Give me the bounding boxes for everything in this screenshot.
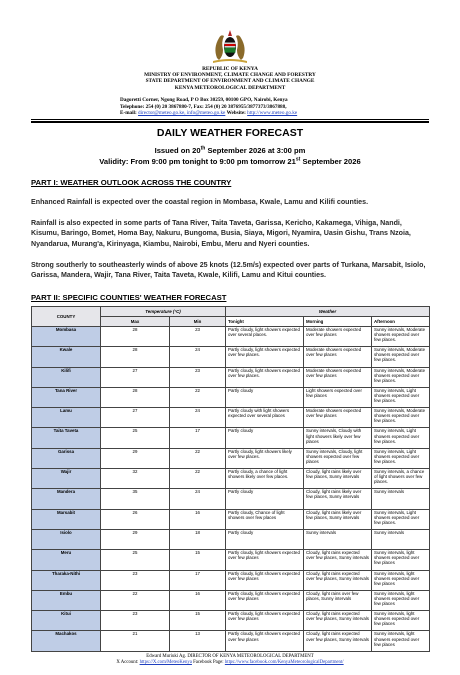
- afternoon-cell: Sunny intervals, light showers expected over few places: [372, 631, 430, 651]
- morning-cell: Cloudy, light rains expected over few places, Sunny intervals: [304, 550, 372, 570]
- morning-cell: Moderate showers expected over few places: [304, 347, 372, 367]
- min-cell: 18: [170, 529, 226, 549]
- morning-cell: Sunny intervals, Cloudy, light showers expected over few places: [304, 448, 372, 468]
- morning-cell: Cloudy, light rains expected over few places, Sunny intervals: [304, 631, 372, 651]
- max-cell: 22: [101, 590, 170, 610]
- table-row: [32, 469, 430, 489]
- tonight-cell: Partly cloudy: [226, 428, 304, 448]
- table-row: [32, 631, 430, 651]
- afternoon-cell: Sunny intervals: [372, 489, 430, 509]
- max-cell: 21: [101, 631, 170, 651]
- county-cell: Marsabit: [32, 509, 101, 529]
- min-cell: 22: [170, 387, 226, 407]
- x-link[interactable]: https://X.com/MeteoKenya: [139, 660, 192, 665]
- county-cell: Tharaka-Nithi: [32, 570, 101, 590]
- table-row: [32, 367, 430, 387]
- max-cell: 25: [101, 428, 170, 448]
- afternoon-cell: Sunny intervals, Light showers expected over few places.: [372, 448, 430, 468]
- tonight-cell: Partly cloudy, light showers expected over few places.: [226, 347, 304, 367]
- min-cell: 15: [170, 611, 226, 631]
- table-row: [32, 509, 430, 529]
- min-cell: 17: [170, 570, 226, 590]
- tonight-cell: Partly cloudy, light showers likely over few places.: [226, 448, 304, 468]
- county-cell: Meru: [32, 550, 101, 570]
- kenya-coat-of-arms-icon: [205, 28, 255, 64]
- tonight-cell: Partly cloudy, light showers expected over few places: [226, 550, 304, 570]
- min-cell: 15: [170, 550, 226, 570]
- letterhead: [0, 66, 460, 91]
- outlook-paragraph: Enhanced Rainfall is expected over the coastal region in Mombasa, Kwale, Lamu and Kilifi counties.: [31, 198, 369, 206]
- divider: [31, 119, 429, 120]
- county-cell: Kwale: [32, 347, 101, 367]
- tonight-cell: Partly cloudy, a chance of light showers likely over few places.: [226, 469, 304, 489]
- email-link[interactable]: director@meteo.go.ke, info@meteo.go.ke: [138, 110, 226, 117]
- min-cell: 22: [170, 448, 226, 468]
- table-row: [32, 590, 430, 610]
- max-cell: 23: [101, 611, 170, 631]
- min-cell: 23: [170, 367, 226, 387]
- county-cell: Embu: [32, 590, 101, 610]
- table-row: [32, 387, 430, 407]
- social-links: [0, 660, 460, 666]
- validity-line: Validity: From 9:00 pm tonight to 9:00 pm tomorrow 21st September 2026: [99, 156, 361, 166]
- max-cell: 32: [101, 469, 170, 489]
- outlook-paragraph: Strong southerly to southeasterly winds of above 25 knots (12.5m/s) expected over parts of Turkana, Marsabit, Isiolo, Garissa, Mandera, Wajir, Tana River, Taita Taveta, Kwale, Kilifi, Lamu and Kitui counties.: [31, 261, 426, 280]
- table-row: [32, 550, 430, 570]
- min-cell: 13: [170, 631, 226, 651]
- min-cell: 24: [170, 347, 226, 367]
- county-cell: Mandera: [32, 489, 101, 509]
- facebook-link[interactable]: https://www.facebook.com/KenyaMeteorologicalDepartment/: [224, 660, 344, 665]
- letterhead-line: REPUBLIC OF KENYA: [202, 66, 258, 72]
- table-row: [32, 529, 430, 549]
- tonight-header: Tonight: [226, 317, 304, 327]
- min-cell: 24: [170, 408, 226, 428]
- table-row: [32, 611, 430, 631]
- letterhead-line: KENYA METEOROLOGICAL DEPARTMENT: [174, 84, 286, 91]
- county-cell: Wajir: [32, 469, 101, 489]
- morning-cell: Cloudy, light rains likely over few places, Sunny intervals: [304, 509, 372, 529]
- max-header: Max: [101, 317, 170, 327]
- email-label: E-mail:: [120, 110, 137, 117]
- morning-cell: Moderate showers expected over few places: [304, 327, 372, 347]
- min-cell: 17: [170, 428, 226, 448]
- tonight-cell: Partly cloudy, light showers expected over few places: [226, 570, 304, 590]
- issued-line: Issued on 20th September 2026 at 3:00 pm: [154, 145, 306, 155]
- part1-heading: PART I: WEATHER OUTLOOK ACROSS THE COUNTRY: [31, 178, 232, 187]
- table-row: [32, 408, 430, 428]
- website-label: Website:: [226, 110, 246, 117]
- temperature-header: Temperature (°C): [101, 307, 226, 317]
- min-header: Min: [170, 317, 226, 327]
- county-cell: Garissa: [32, 448, 101, 468]
- tonight-cell: Partly cloudy: [226, 489, 304, 509]
- afternoon-cell: Sunny intervals, a chance of light showers over few places.: [372, 469, 430, 489]
- morning-cell: Cloudy, light rains over few places, Sunny intervals: [304, 590, 372, 610]
- max-cell: 28: [101, 347, 170, 367]
- max-cell: 27: [101, 408, 170, 428]
- tonight-cell: Partly cloudy, light showers expected over few places.: [226, 367, 304, 387]
- morning-header: Morning: [304, 317, 372, 327]
- afternoon-cell: Sunny intervals: [372, 529, 430, 549]
- county-forecast-table: [31, 306, 430, 652]
- weather-header: Weather: [226, 307, 430, 317]
- county-cell: Kitui: [32, 611, 101, 631]
- max-cell: 25: [101, 550, 170, 570]
- contact-block: [120, 97, 360, 117]
- table-row: [32, 327, 430, 347]
- afternoon-header: Afternoon: [372, 317, 430, 327]
- table-row: [32, 570, 430, 590]
- x-label: X Account:: [116, 660, 139, 665]
- morning-cell: Cloudy, light rains likely over few places, Sunny intervals: [304, 489, 372, 509]
- letterhead-line: MINISTRY OF ENVIRONMENT, CLIMATE CHANGE AND FORESTRY: [144, 72, 316, 79]
- tonight-cell: Partly cloudy: [226, 387, 304, 407]
- morning-cell: Cloudy, light rains likely over few places, Sunny intervals: [304, 469, 372, 489]
- divider: [31, 121, 429, 123]
- county-cell: Tana River: [32, 387, 101, 407]
- max-cell: 29: [101, 529, 170, 549]
- page-title: DAILY WEATHER FORECAST: [156, 127, 304, 139]
- morning-cell: Moderate showers expected over few places: [304, 408, 372, 428]
- county-cell: Taita Taveta: [32, 428, 101, 448]
- min-cell: 16: [170, 509, 226, 529]
- max-cell: 28: [101, 327, 170, 347]
- min-cell: 23: [170, 327, 226, 347]
- morning-cell: Light showers expected over few places: [304, 387, 372, 407]
- max-cell: 26: [101, 509, 170, 529]
- county-cell: Mombasa: [32, 327, 101, 347]
- table-row: [32, 448, 430, 468]
- tonight-cell: Partly cloudy with light showers expected over several places: [226, 408, 304, 428]
- min-cell: 16: [170, 590, 226, 610]
- tonight-cell: Partly cloudy, light showers expected over few places: [226, 631, 304, 651]
- address: Dagoretti Corner, Ngong Road, P O Box 30259, 00100 GPO, Nairobi, Kenya: [120, 97, 288, 103]
- county-cell: Isiolo: [32, 529, 101, 549]
- part2-heading: PART II: SPECIFIC COUNTIES' WEATHER FORECAST: [31, 293, 227, 302]
- max-cell: 28: [101, 387, 170, 407]
- table-row: [32, 347, 430, 367]
- min-cell: 22: [170, 469, 226, 489]
- email-line: [120, 110, 360, 117]
- signature: Edward Muriuki Ag. DIRECTOR OF KENYA METEOROLOGICAL DEPARTMENT: [146, 654, 314, 659]
- letterhead-line: STATE DEPARTMENT OF ENVIRONMENT AND CLIMATE CHANGE: [145, 78, 315, 85]
- tonight-cell: Partly cloudy, Chance of light showers over few places: [226, 509, 304, 529]
- afternoon-cell: Sunny intervals, light showers expected over few places: [372, 570, 430, 590]
- max-cell: 27: [101, 367, 170, 387]
- county-cell: Machakos: [32, 631, 101, 651]
- county-cell: Lamu: [32, 408, 101, 428]
- afternoon-cell: Sunny intervals, Light showers expected over few places.: [372, 387, 430, 407]
- afternoon-cell: Sunny intervals, Light showers expected over few places.: [372, 428, 430, 448]
- morning-cell: Sunny intervals: [304, 529, 372, 549]
- table-row: [32, 489, 430, 509]
- morning-cell: Sunny intervals, Cloudy with light showers likely over few places: [304, 428, 372, 448]
- morning-cell: Cloudy, light rains expected over few places, Sunny intervals: [304, 570, 372, 590]
- afternoon-cell: Sunny intervals, Moderate showers expected over few places.: [372, 408, 430, 428]
- website-link[interactable]: http://www.meteo.go.ke: [247, 110, 298, 117]
- afternoon-cell: Sunny intervals, Moderate showers expected over few places.: [372, 367, 430, 387]
- min-cell: 24: [170, 489, 226, 509]
- max-cell: 35: [101, 489, 170, 509]
- tonight-cell: Partly cloudy, light showers expected over few places: [226, 590, 304, 610]
- outlook-paragraph: Rainfall is also expected in some parts of Tana River, Taita Taveta, Garissa, Kericho, Kakamega, Vihiga, Nandi, Kisumu, Baringo, Bomet, Homa Bay, Nakuru, Bungoma, Busia, Siaya, Migori, Nyamira, Uasin Gishu, Trans Nzoia, Nyandarua, Murang'a, Kirinyaga, Kiambu, Nairobi, Embu, Meru and Nyeri counties.: [31, 219, 411, 248]
- afternoon-cell: Sunny intervals, light showers expected over few places: [372, 590, 430, 610]
- morning-cell: Cloudy, light rains expected over few places, Sunny intervals: [304, 611, 372, 631]
- tonight-cell: Partly cloudy, light showers expected over several places.: [226, 327, 304, 347]
- tonight-cell: Partly cloudy, light showers expected over few places: [226, 611, 304, 631]
- county-cell: Kilifi: [32, 367, 101, 387]
- afternoon-cell: Sunny intervals, light showers expected over few places: [372, 550, 430, 570]
- county-header: COUNTY: [32, 307, 101, 327]
- max-cell: 29: [101, 448, 170, 468]
- tonight-cell: Partly cloudy: [226, 529, 304, 549]
- table-row: [32, 428, 430, 448]
- telephone: Telephone: 254 (0) 20 3867880-7, Fax: 254 (0) 20 3876955/3877373/3867888,: [120, 103, 287, 110]
- afternoon-cell: Sunny intervals, Moderate showers expected over few places.: [372, 347, 430, 367]
- max-cell: 23: [101, 570, 170, 590]
- afternoon-cell: Sunny intervals, light showers expected over few places: [372, 611, 430, 631]
- facebook-label: Facebook Page:: [193, 660, 224, 665]
- morning-cell: Moderate showers expected over few places: [304, 367, 372, 387]
- afternoon-cell: Sunny intervals, Moderate showers expected over few places.: [372, 327, 430, 347]
- afternoon-cell: Sunny intervals, Light showers expected over few places.: [372, 509, 430, 529]
